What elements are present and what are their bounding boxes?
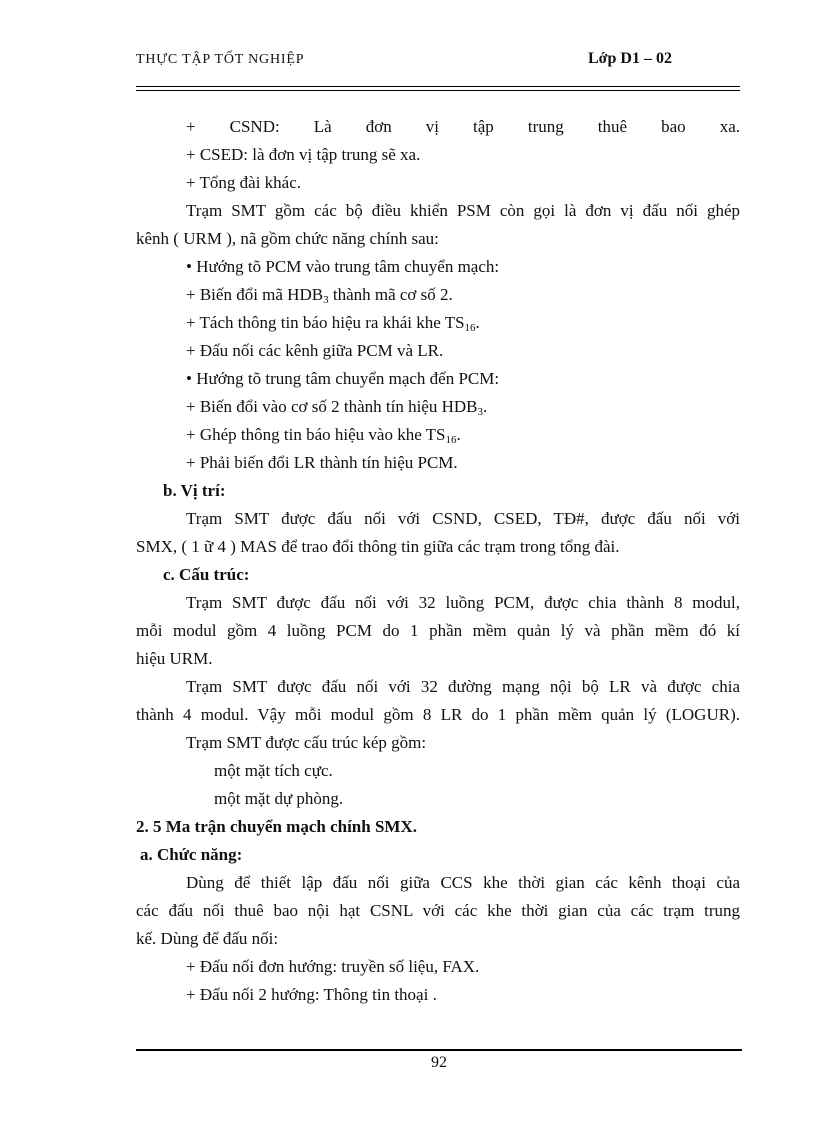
header-class-label: Lớp D1 – 02 <box>588 50 672 67</box>
chapter-heading: 2. 5 Ma trận chuyển mạch chính SMX. <box>136 817 417 836</box>
list-item: + Đấu nối 2 hướng: Thông tin thoại . <box>186 985 437 1004</box>
paragraph-line: SMX, ( 1 ữ 4 ) MAS để trao đổi thông tin giữa các trạm trong tổng đài. <box>136 537 620 556</box>
paragraph-line: Trạm SMT được đấu nối với 32 luồng PCM, được chia thành 8 modul, <box>186 593 740 612</box>
subscript: 3 <box>323 294 329 306</box>
page-header <box>136 48 740 76</box>
text-span: . <box>475 313 480 332</box>
section-heading: a. Chức năng: <box>140 845 243 864</box>
header-rule-top <box>136 86 740 87</box>
text-span: . <box>483 397 488 416</box>
subscript: 16 <box>445 434 457 446</box>
list-item <box>136 281 740 309</box>
section-heading: b. Vị trí: <box>163 481 226 500</box>
paragraph-line: thành 4 modul. Vậy mỗi modul gồm 8 LR do 1 phần mềm quản lý (LOGUR). <box>136 705 740 724</box>
bullet-heading: • Hướng tõ trung tâm chuyển mạch đến PCM: <box>186 369 500 388</box>
header-title: THỰC TẬP TỐT NGHIỆP <box>136 52 305 67</box>
paragraph-line: hiệu URM. <box>136 649 213 668</box>
text-span: + Biến đổi vào cơ số 2 thành tín hiệu HDB <box>186 397 478 416</box>
list-item <box>136 421 740 449</box>
paragraph-line: Trạm SMT được đấu nối với 32 đường mạng nội bộ LR và được chia <box>186 677 740 696</box>
page-number: 92 <box>431 1054 447 1071</box>
text-span: + Ghép thông tin báo hiệu vào khe TS <box>186 425 446 444</box>
paragraph-line: Trạm SMT được đấu nối với CSND, CSED, TĐ#, được đấu nối với <box>186 509 740 528</box>
page-body <box>136 113 740 1009</box>
list-item: một mặt dự phòng. <box>214 789 344 808</box>
text-span: thành mã cơ số 2. <box>328 285 453 304</box>
list-item: + Đấu nối các kênh giữa PCM và LR. <box>186 341 444 360</box>
footer-rule <box>136 1049 742 1051</box>
paragraph-line: Dùng để thiết lập đấu nối giữa CCS khe thời gian các kênh thoại của <box>186 873 740 892</box>
bullet-heading: • Hướng tõ PCM vào trung tâm chuyển mạch: <box>186 257 500 276</box>
paragraph-line: các đấu nối thuê bao nội hạt CSNL với các khe thời gian của các trạm trung <box>136 901 740 920</box>
paragraph-line: kênh ( URM ), nã gồm chức năng chính sau: <box>136 229 439 248</box>
paragraph-line: mỗi modul gồm 4 luồng PCM do 1 phần mềm quản lý và phần mềm đó kí <box>136 621 740 640</box>
text-span: + Biến đổi mã HDB <box>186 285 324 304</box>
paragraph-line: Trạm SMT gồm các bộ điều khiển PSM còn gọi là đơn vị đấu nối ghép <box>186 201 740 220</box>
paragraph-line: kế. Dùng để đấu nối: <box>136 929 279 948</box>
subscript: 3 <box>477 406 483 418</box>
list-item: một mặt tích cực. <box>214 761 333 780</box>
list-item <box>136 309 740 337</box>
text-span: . <box>456 425 461 444</box>
paragraph-line: + CSND: Là đơn vị tập trung thuê bao xa. <box>186 117 740 136</box>
header-rule-bottom <box>136 90 740 91</box>
section-heading: c. Cấu trúc: <box>163 565 250 584</box>
list-item: + Phải biến đổi LR thành tín hiệu PCM. <box>186 453 458 472</box>
list-item <box>136 393 740 421</box>
paragraph-line: Trạm SMT được cấu trúc kép gồm: <box>186 733 427 752</box>
paragraph-line: + CSED: là đơn vị tập trung sẽ xa. <box>186 145 421 164</box>
text-span: + Tách thông tin báo hiệu ra khái khe TS <box>186 313 465 332</box>
paragraph-line: + Tổng đài khác. <box>186 173 302 192</box>
subscript: 16 <box>464 322 476 334</box>
list-item: + Đấu nối đơn hướng: truyền số liệu, FAX. <box>186 957 480 976</box>
